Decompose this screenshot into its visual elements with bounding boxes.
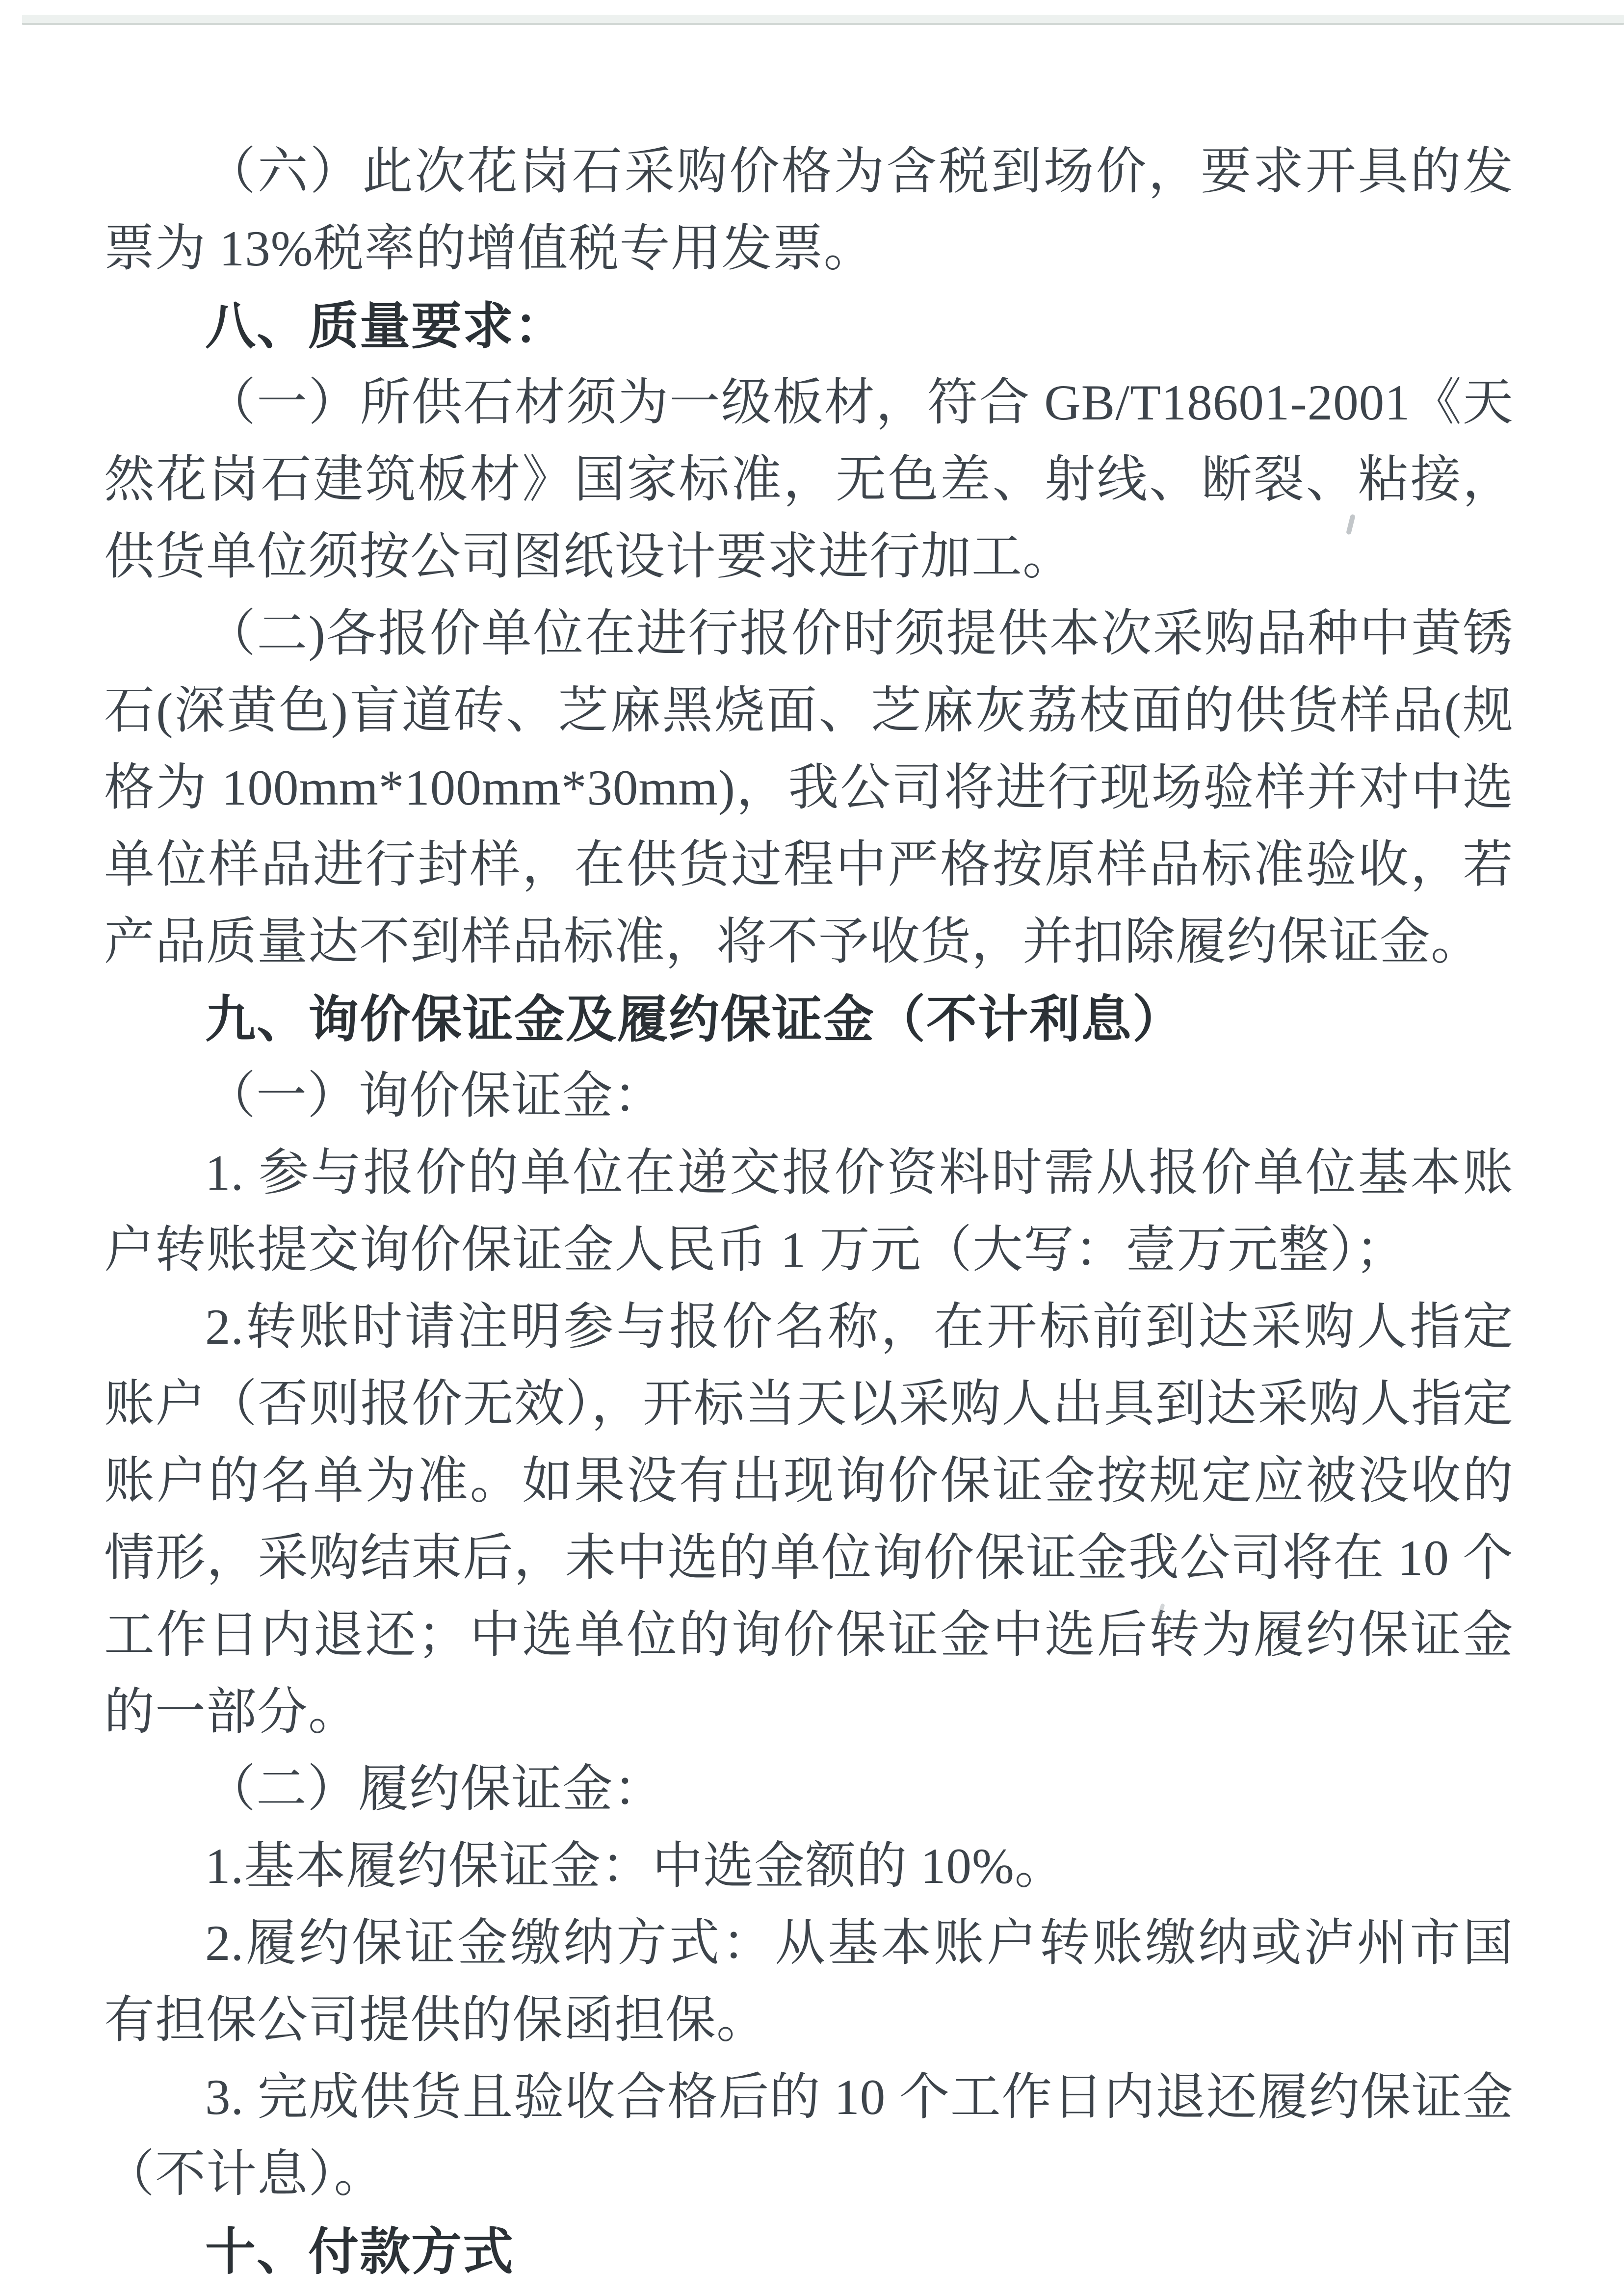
heading-8-quality-requirements: 八、质量要求： (205, 298, 566, 354)
paragraph-performance-deposit-item-2: 2.履约保证金缴纳方式：从基本账户转账缴纳或泸州市国有担保公司提供的保函担保。 (104, 1915, 1514, 2048)
heading-10-payment-method: 十、付款方式 (205, 2223, 514, 2280)
document-body (104, 133, 1514, 2290)
paragraph-quality-1-slab-standard: （一）所供石材须为一级板材，符合 GB/T18601-2001《天然花岗石建筑板材》国家标准，无色差、射线、断裂、粘接，供货单位须按公司图纸设计要求进行加工。 (104, 375, 1514, 585)
paragraph-quality-2-samples: （二)各报价单位在进行报价时须提供本次采购品种中黄锈石(深黄色)盲道砖、芝麻黑烧面、芝麻灰荔枝面的供货样品(规格为 100mm*100mm*30mm)，我公司将进行现场验样并对中选单位样品进行封样，在供货过程中严格按原样品标准验收，若产品质量达不到样品标准，将不予收货，并扣除履约保证金。 (104, 606, 1514, 970)
paragraph-performance-deposit-item-1: 1.基本履约保证金：中选金额的 10%。 (205, 1838, 1066, 1894)
heading-9-deposits: 九、询价保证金及履约保证金（不计利息） (205, 991, 1184, 1047)
paragraph-item-6-tax-invoice: （六）此次花岗石采购价格为含税到场价，要求开具的发票为 13%税率的增值税专用发票。 (104, 144, 1514, 277)
paragraph-performance-deposit-title: （二）履约保证金： (205, 1761, 664, 1817)
paragraph-inquiry-deposit-item-2: 2.转账时请注明参与报价名称，在开标前到达采购人指定账户（否则报价无效），开标当天以采购人出具到达采购人指定账户的名单为准。如果没有出现询价保证金按规定应被没收的情形，采购结束后，未中选的单位询价保证金我公司将在 10 个工作日内退还；中选单位的询价保证金中选后转为履约保证金的一部分。 (104, 1299, 1514, 1740)
scan-shadow-band (22, 15, 1624, 25)
paragraph-performance-deposit-item-3: 3. 完成供货且验收合格后的 10 个工作日内退还履约保证金（不计息）。 (104, 2069, 1514, 2202)
paragraph-inquiry-deposit-title: （一）询价保证金： (205, 1068, 664, 1124)
paragraph-inquiry-deposit-item-1: 1. 参与报价的单位在递交报价资料时需从报价单位基本账户转账提交询价保证金人民币 1 万元（大写：壹万元整）； (104, 1145, 1514, 1278)
